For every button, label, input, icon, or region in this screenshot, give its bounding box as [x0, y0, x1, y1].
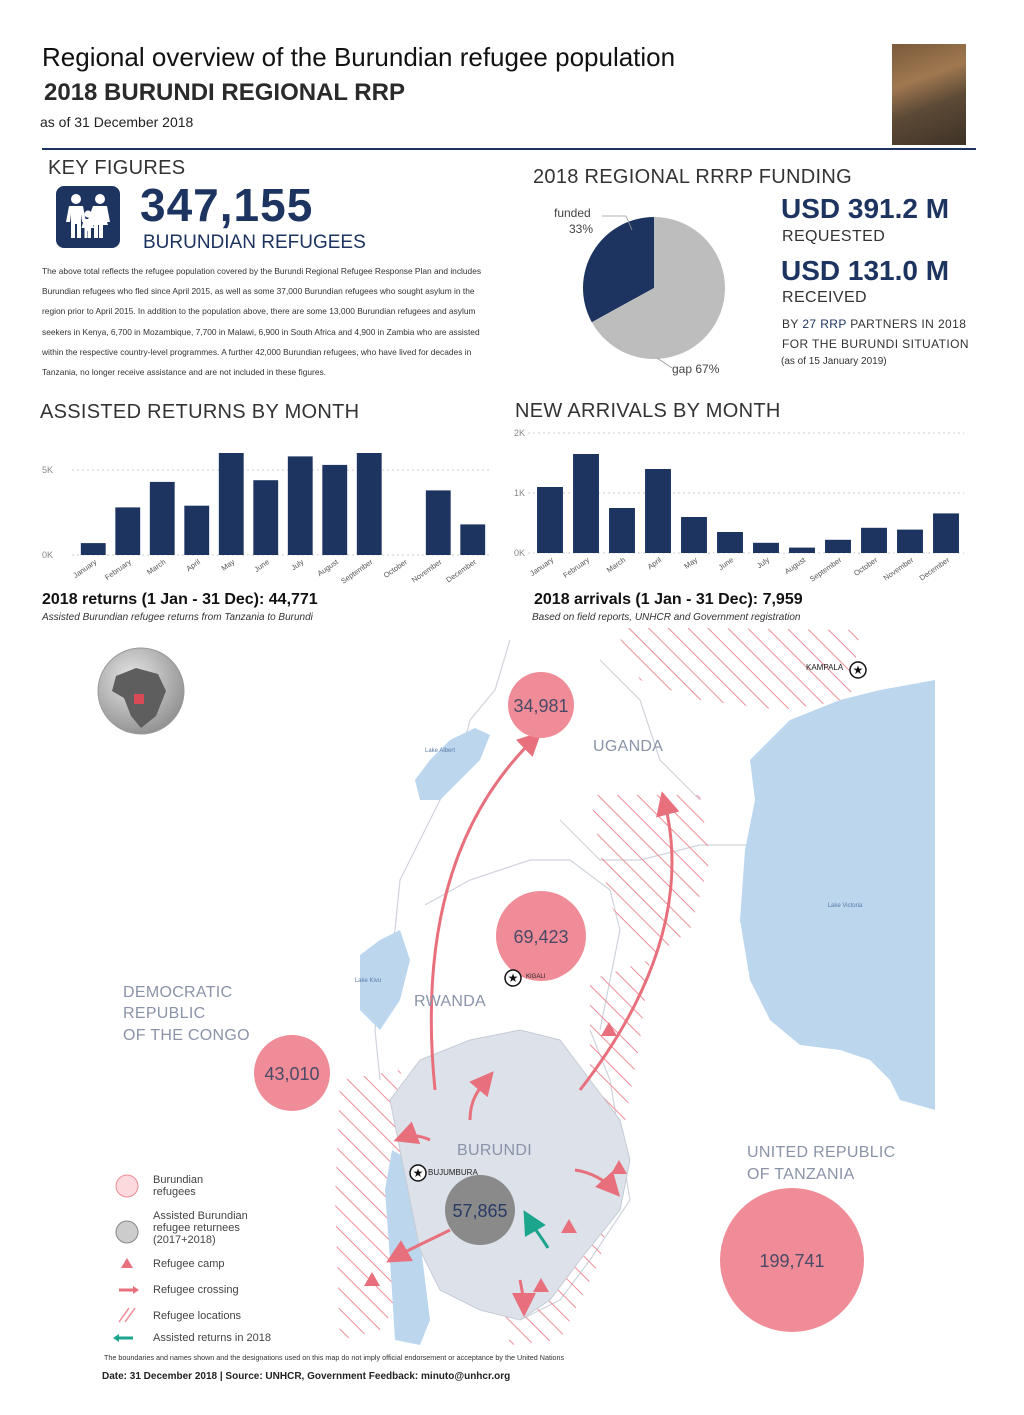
bar-july — [288, 456, 313, 555]
as-of-date: as of 31 December 2018 — [40, 114, 194, 130]
tanzania-label-line1: UNITED REPUBLIC — [747, 1144, 896, 1161]
bar-january — [81, 543, 106, 555]
map-disclaimer: The boundaries and names shown and the designations used on this map do not imply official endorsement or acceptance by the United Nations — [104, 1353, 565, 1362]
funding-as-of: (as of 15 January 2019) — [781, 356, 887, 367]
x-tick-label: November — [881, 555, 916, 583]
bar-april — [184, 506, 209, 555]
x-tick-label: September — [339, 557, 375, 586]
pie-label-gap: gap 67% — [672, 362, 720, 376]
tanzania-label-line2: OF TANZANIA — [747, 1166, 855, 1183]
x-tick-label: December — [917, 555, 952, 583]
bar-may — [681, 517, 707, 553]
y-tick-label: 1K — [514, 488, 526, 498]
bar-january — [537, 487, 563, 553]
partners-prefix: BY — [782, 317, 799, 331]
page-title: Regional overview of the Burundian refugee population — [42, 42, 676, 72]
refugee-total-label: BURUNDIAN REFUGEES — [143, 232, 366, 253]
bujumbura-label: BUJUMBURA — [428, 1168, 478, 1177]
returnees-value: 57,865 — [452, 1201, 508, 1221]
footer-source: Date: 31 December 2018 | Source: UNHCR, Government Feedback: minuto@unhcr.org — [102, 1371, 511, 1382]
received-amount: USD 131.0 M — [781, 255, 950, 286]
returns-heading: ASSISTED RETURNS BY MONTH — [40, 401, 360, 423]
bar-february — [573, 454, 599, 553]
bar-august — [322, 465, 347, 555]
svg-text:★: ★ — [412, 1166, 424, 1180]
x-tick-label: December — [444, 557, 478, 585]
arrivals-source: Based on field reports, UNHCR and Government registration — [532, 612, 801, 623]
x-tick-label: July — [289, 557, 306, 573]
legend-refugees: Burundian refugees — [153, 1174, 204, 1198]
x-tick-label: February — [103, 557, 133, 582]
requested-label: REQUESTED — [782, 228, 886, 245]
arrivals-total: 2018 arrivals (1 Jan - 31 Dec): 7,959 — [534, 591, 803, 608]
x-tick-label: May — [219, 557, 237, 573]
uganda-label: UGANDA — [593, 738, 664, 755]
arrivals-bar-chart — [510, 425, 972, 595]
bar-september — [357, 453, 382, 555]
rwanda-value: 69,423 — [513, 927, 569, 947]
x-tick-label: July — [755, 555, 772, 571]
x-tick-label: January — [71, 557, 99, 580]
arrivals-heading: NEW ARRIVALS BY MONTH — [515, 400, 781, 422]
legend-locations: Refugee locations — [153, 1310, 242, 1322]
funding-heading: 2018 REGIONAL RRRP FUNDING — [533, 166, 852, 188]
x-tick-label: June — [716, 555, 736, 572]
bar-march — [609, 508, 635, 553]
bar-november — [426, 490, 451, 555]
locator-globe — [96, 646, 186, 736]
x-tick-label: August — [315, 557, 340, 579]
refugee-total: 347,155 — [140, 179, 314, 231]
x-tick-label: March — [145, 557, 168, 577]
bar-december — [460, 524, 485, 555]
bar-march — [150, 482, 175, 555]
x-tick-label: March — [604, 555, 628, 575]
bar-april — [645, 469, 671, 553]
returns-total: 2018 returns (1 Jan - 31 Dec): 44,771 — [42, 591, 318, 608]
drc-label-line2: REPUBLIC — [123, 1005, 206, 1022]
bar-february — [115, 507, 140, 555]
svg-text:★: ★ — [852, 663, 864, 677]
y-tick-label: 2K — [514, 428, 526, 438]
bar-october — [861, 528, 887, 553]
lake-victoria-label: Lake Victoria — [827, 903, 863, 909]
x-tick-label: February — [561, 555, 592, 580]
returns-source: Assisted Burundian refugee returns from Tanzania to Burundi — [42, 612, 313, 623]
x-tick-label: January — [528, 555, 556, 578]
legend-returns: Assisted returns in 2018 — [153, 1332, 272, 1344]
legend-crossing: Refugee crossing — [153, 1284, 239, 1296]
x-tick-label: October — [852, 555, 880, 578]
x-tick-label: April — [645, 555, 664, 572]
funding-pie-chart — [540, 200, 765, 380]
rwanda-label: RWANDA — [414, 993, 487, 1010]
lake-kivu-label: Lake Kivu — [354, 978, 382, 984]
x-tick-label: November — [409, 557, 444, 585]
drc-value: 43,010 — [264, 1064, 320, 1084]
drc-label-line1: DEMOCRATIC — [123, 984, 233, 1001]
legend-symbols — [113, 1172, 149, 1352]
tanzania-value: 199,741 — [759, 1251, 825, 1271]
pie-label-funded-pct: 33% — [569, 222, 594, 236]
pie-label-funded: funded — [554, 206, 591, 220]
partners-line — [782, 317, 966, 331]
bar-june — [253, 480, 278, 555]
x-tick-label: May — [682, 555, 700, 571]
header-divider — [42, 148, 976, 150]
svg-text:★: ★ — [507, 971, 519, 985]
uganda-value: 34,981 — [513, 696, 569, 716]
y-tick-label: 0K — [42, 550, 54, 560]
y-tick-label: 5K — [42, 465, 54, 475]
cover-thumbnail — [892, 44, 966, 145]
y-tick-label: 0K — [514, 548, 526, 558]
partners-count: 27 RRP — [802, 317, 847, 331]
x-tick-label: August — [782, 555, 808, 577]
legend-camp: Refugee camp — [153, 1258, 225, 1270]
x-tick-label: October — [381, 557, 409, 580]
partners-suffix: PARTNERS IN 2018 — [850, 317, 967, 331]
bar-september — [825, 540, 851, 553]
page-subtitle: 2018 BURUNDI REGIONAL RRP — [44, 79, 405, 106]
x-tick-label: April — [184, 557, 202, 574]
drc-label-line3: OF THE CONGO — [123, 1027, 250, 1044]
x-tick-label: June — [252, 557, 271, 574]
situation-line: FOR THE BURUNDI SITUATION — [782, 337, 969, 351]
kigali-label: KIGALI — [526, 974, 546, 980]
bar-november — [897, 530, 923, 553]
key-figures-heading: KEY FIGURES — [48, 157, 186, 179]
x-tick-label: September — [807, 555, 844, 584]
key-figures-note: The above total reflects the refugee population covered by the Burundi Regional Refugee Response Plan and includes Burundian refugees who fled since April 2015, as well as some 37,000 Burundian refugees who sought asylum in the region prior to April 2015. In addition to the population above, there are some 13,000 Burundian refugees and asylum seekers in Kenya, 6,700 in Mozambique, 7,700 in Malawi, 6,900 in South Africa and 4,900 in Zambia who are assisted within the respective country-level programmes. A further 42,000 Burundian refugees, who have lived for decades in Tanzania, no longer receive assistance and are not included in these figures. — [42, 266, 482, 378]
legend-returnees: Assisted Burundian refugee returnees (2017+2018) — [153, 1210, 248, 1246]
returns-bar-chart — [36, 428, 498, 598]
kampala-label: KAMPALA — [806, 663, 844, 672]
bar-december — [933, 513, 959, 553]
bar-may — [219, 453, 244, 555]
bar-june — [717, 532, 743, 553]
bar-july — [753, 543, 779, 553]
family-icon — [56, 186, 120, 248]
lake-albert-label: Lake Albert — [424, 748, 456, 754]
burundi-label: BURUNDI — [457, 1142, 532, 1159]
received-label: RECEIVED — [782, 289, 867, 306]
requested-amount: USD 391.2 M — [781, 193, 950, 224]
bar-august — [789, 548, 815, 553]
